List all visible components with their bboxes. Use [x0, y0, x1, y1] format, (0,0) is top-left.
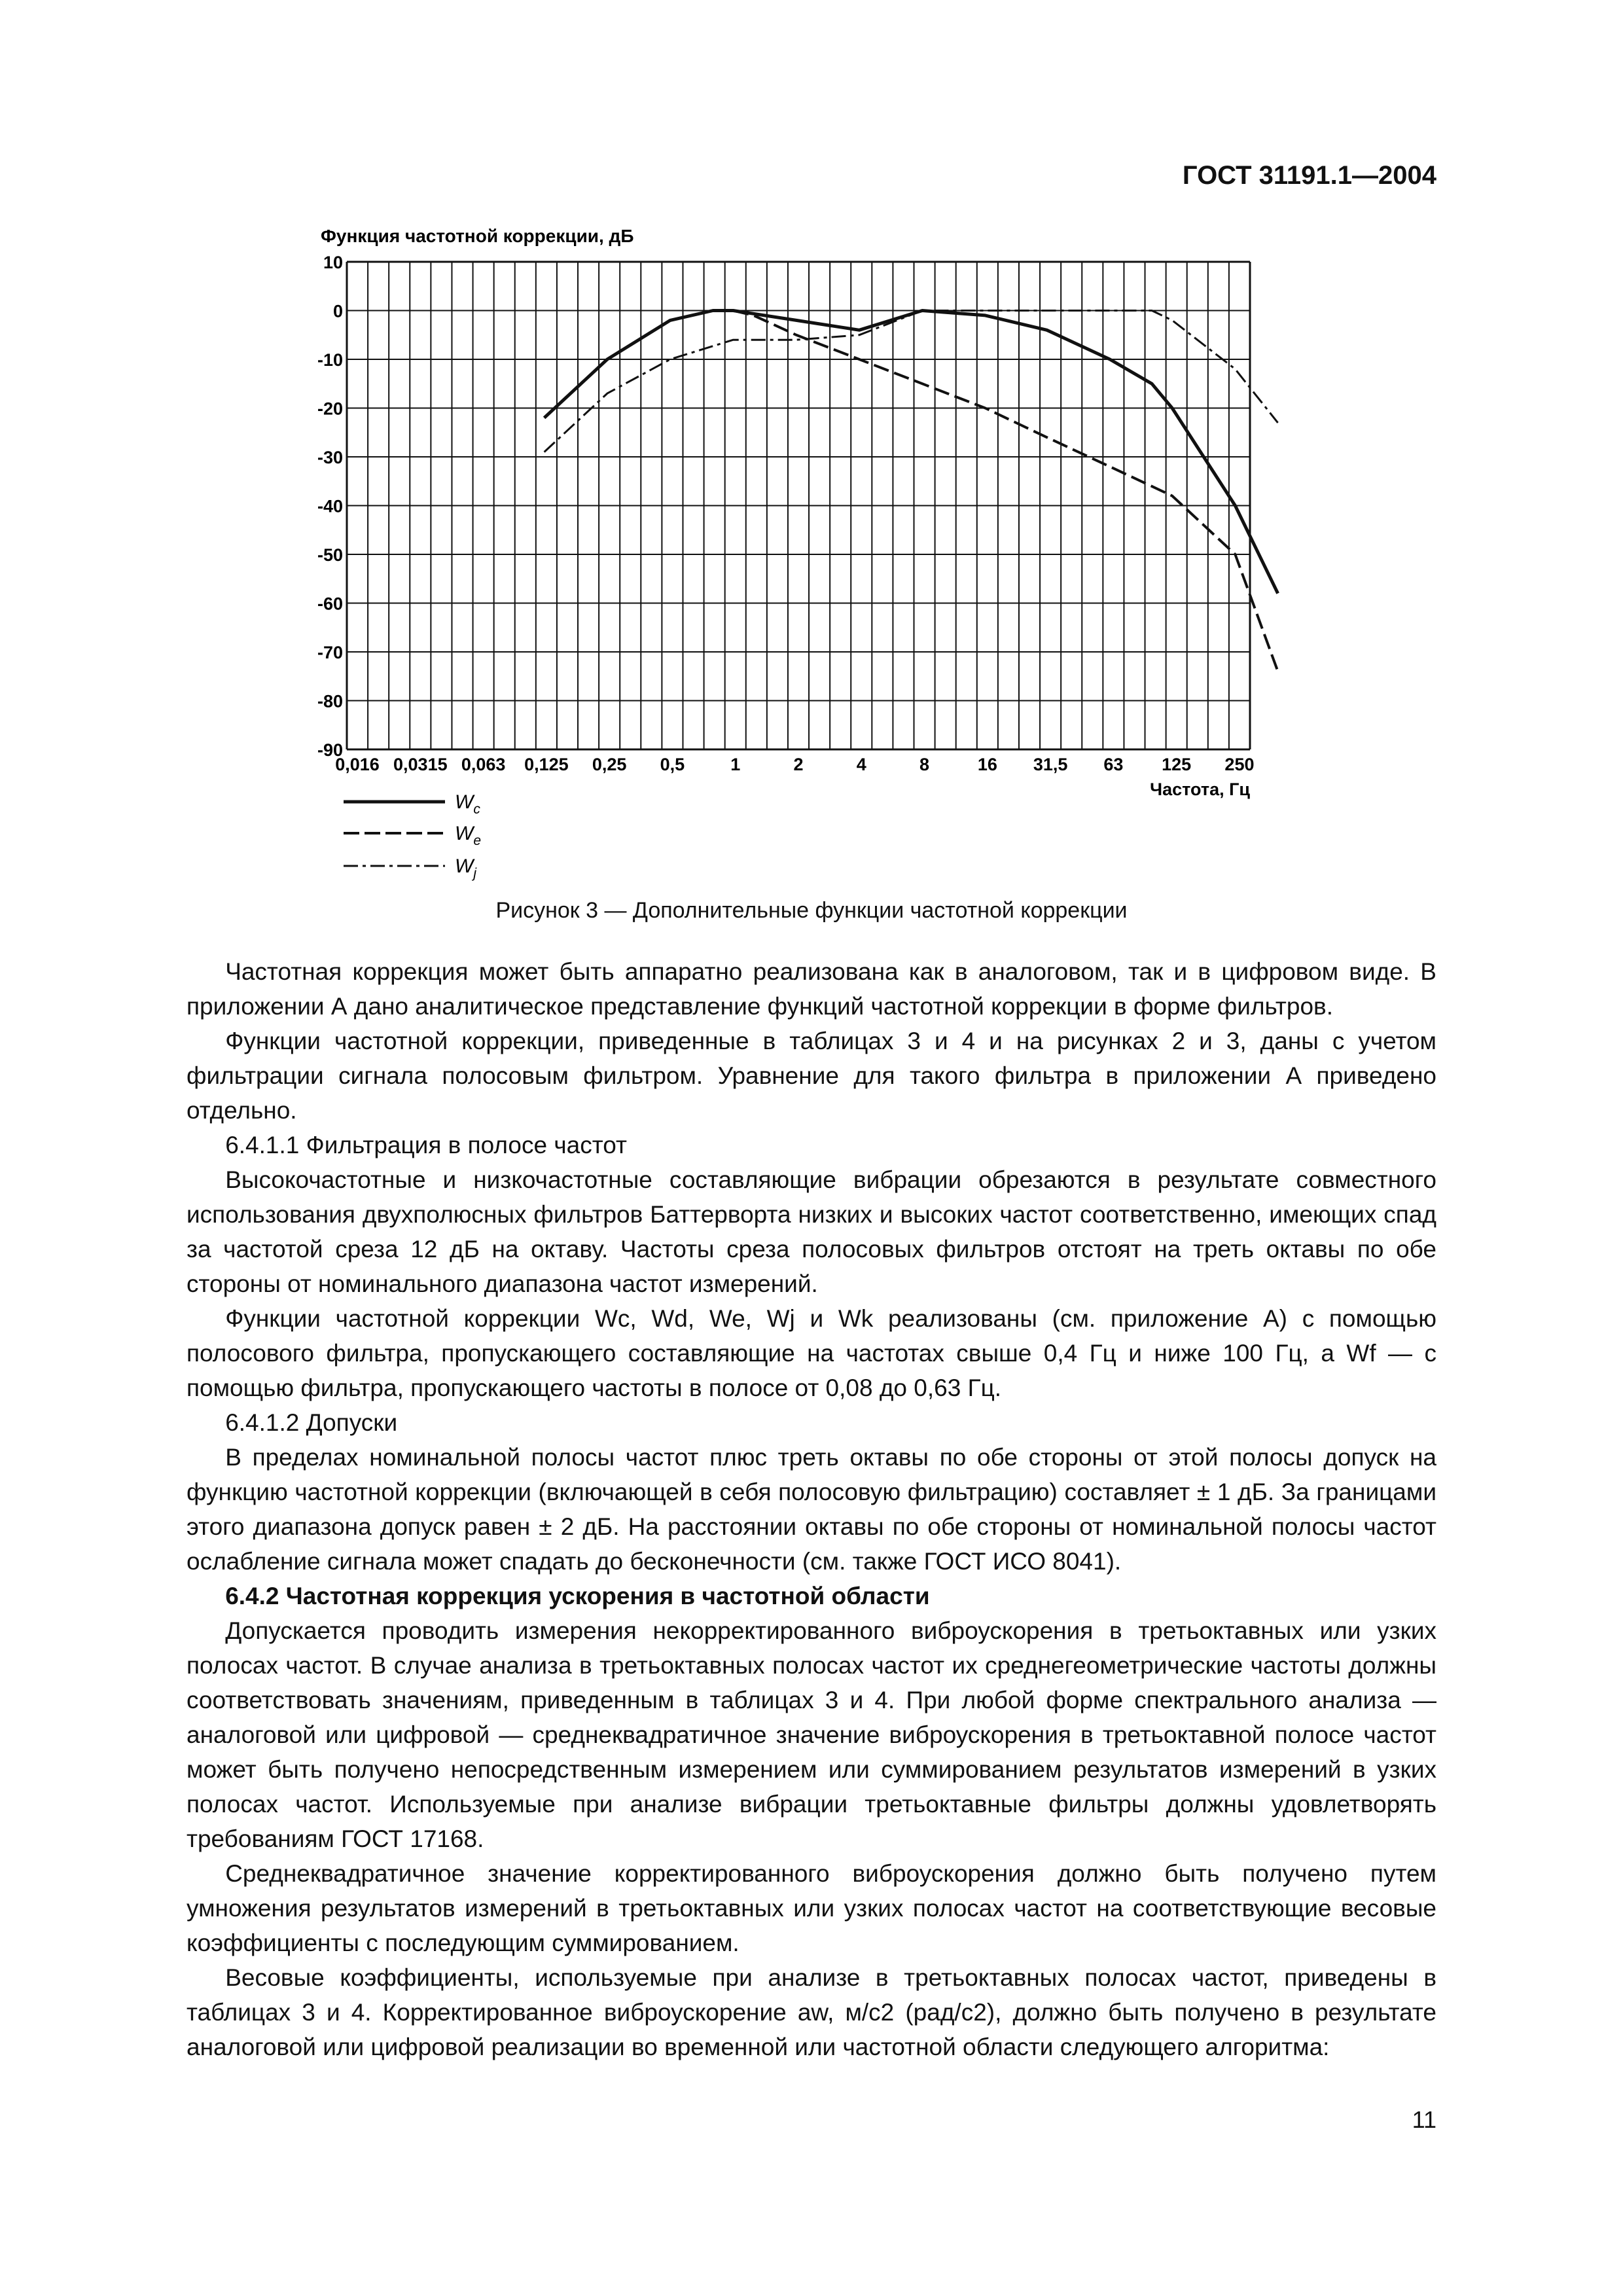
y-tick-label: -80 — [317, 691, 343, 711]
section-heading: 6.4.1.1 Фильтрация в полосе частот — [225, 1132, 627, 1158]
x-tick-label: 8 — [919, 755, 930, 774]
legend-we-label: $W_e$ — [455, 823, 482, 848]
chart-y-ticks — [317, 253, 343, 760]
y-tick-label: -20 — [317, 399, 343, 419]
series-line-w-e — [733, 311, 1277, 672]
paragraph: Среднеквадратичное значение корректированного виброускорения должно быть получено путем умножения результатов измерений в третьоктавных или узких полосах частот на соответствующие весовые коэффициенты с последующим суммированием. — [187, 1860, 1436, 1956]
paragraph: Функции частотной коррекции Wc, Wd, We, Wj и Wk реализованы (см. приложение А) с помощью полосового фильтра, пропускающего составляющие на частотах свыше 0,4 Гц и ниже 100 Гц, а Wf — с помощью фильтра, пропускающего частоты в полосе от 0,08 до 0,63 Гц. — [187, 1305, 1436, 1401]
x-tick-label: 0,0315 — [393, 755, 448, 774]
x-tick-label: 4 — [856, 755, 866, 774]
y-tick-label: 10 — [323, 253, 343, 272]
x-tick-label: 63 — [1103, 755, 1124, 774]
x-tick-label: 0,5 — [660, 755, 685, 774]
section-heading: 6.4.1.2 Допуски — [225, 1409, 398, 1436]
legend-wc-label: $W_c$ — [455, 791, 480, 817]
x-tick-label: 0,063 — [461, 755, 506, 774]
x-tick-label: 1 — [730, 755, 741, 774]
y-tick-label: -40 — [317, 496, 343, 516]
x-tick-label: 250 — [1224, 755, 1255, 774]
chart-x-axis-label: Частота, Гц — [1150, 780, 1250, 799]
x-tick-label: 31,5 — [1033, 755, 1068, 774]
legend-wj-label: $W_j$ — [455, 855, 476, 881]
paragraph: Частотная коррекция может быть аппаратно реализована как в аналоговом, так и в цифровом виде. В приложении А дано аналитическое представление функций частотной коррекции в форме фильтров. — [187, 958, 1436, 1020]
chart-x-ticks — [335, 755, 1254, 774]
paragraph: Функции частотной коррекции, приведенные в таблицах 3 и 4 и на рисунках 2 и 3, даны с учетом фильтрации сигнала полосовым фильтром. Уравнение для такого фильтра в приложении А приведено отдельно. — [187, 1028, 1436, 1124]
x-tick-label: 0,016 — [335, 755, 380, 774]
y-tick-label: -10 — [317, 350, 343, 370]
paragraph: Допускается проводить измерения некорректированного виброускорения в третьоктавных или узких полосах частот. В случае анализа в третьоктавных полосах частот их среднегеометрические частоты должны соответствовать значениям, приведенным в таблицах 3 и 4. При любой форме спектрального анализа — аналоговой или цифровой — среднеквадратичное значение виброускорения в третьоктавной полосе частот может быть получено непосредственным измерением или суммированием результатов измерений в узких полосах частот. Используемые при анализе вибрации третьоктавные фильтры должны удовлетворять требованиям ГОСТ 17168. — [187, 1617, 1436, 1852]
chart-y-axis-label: Функция частотной коррекции, дБ — [321, 226, 634, 246]
body-text — [187, 954, 1436, 2064]
x-tick-label: 2 — [793, 755, 804, 774]
series-line-w-c — [544, 311, 1278, 594]
x-tick-label: 16 — [977, 755, 997, 774]
standard-header: ГОСТ 31191.1—2004 — [1182, 161, 1436, 190]
x-tick-label: 125 — [1162, 755, 1192, 774]
chart-series — [544, 311, 1278, 672]
x-tick-label: 0,25 — [592, 755, 627, 774]
y-tick-label: -90 — [317, 740, 343, 760]
y-tick-label: -30 — [317, 448, 343, 467]
page-number: 11 — [1412, 2106, 1436, 2133]
paragraph: Весовые коэффициенты, используемые при анализе в третьоктавных полосах частот, приведены в таблицах 3 и 4. Корректированное виброускорение aw, м/с2 (рад/с2), должно быть получено в результате аналоговой или цифровой реализации во временной или частотной области следующего алгоритма: — [187, 1964, 1436, 2060]
y-tick-label: -50 — [317, 545, 343, 565]
x-tick-label: 0,125 — [524, 755, 569, 774]
chart-legend — [344, 791, 481, 881]
y-tick-label: -70 — [317, 643, 343, 662]
section-heading-bold: 6.4.2 Частотная коррекция ускорения в частотной области — [225, 1583, 930, 1609]
paragraph: В пределах номинальной полосы частот плюс треть октавы по обе стороны от этой полосы допуск на функцию частотной коррекции (включающей в себя полосовую фильтрацию) составляет ± 1 дБ. За границами этого диапазона допуск равен ± 2 дБ. На расстоянии октавы по обе стороны от номинальной полосы частот ослабление сигнала может спадать до бесконечности (см. также ГОСТ ИСО 8041). — [187, 1444, 1436, 1575]
y-tick-label: 0 — [332, 301, 343, 321]
paragraph: Высокочастотные и низкочастотные составляющие вибрации обрезаются в результате совместного использования двухполюсных фильтров Баттерворта низких и высоких частот соответственно, имеющих спад за частотой среза 12 дБ на октаву. Частоты среза полосовых фильтров отстоят на треть октавы по обе стороны от номинального диапазона частот измерений. — [187, 1166, 1436, 1297]
figure-caption: Рисунок 3 — Дополнительные функции частотной коррекции — [495, 898, 1128, 923]
y-tick-label: -60 — [317, 594, 343, 614]
frequency-weighting-chart — [275, 216, 1335, 910]
